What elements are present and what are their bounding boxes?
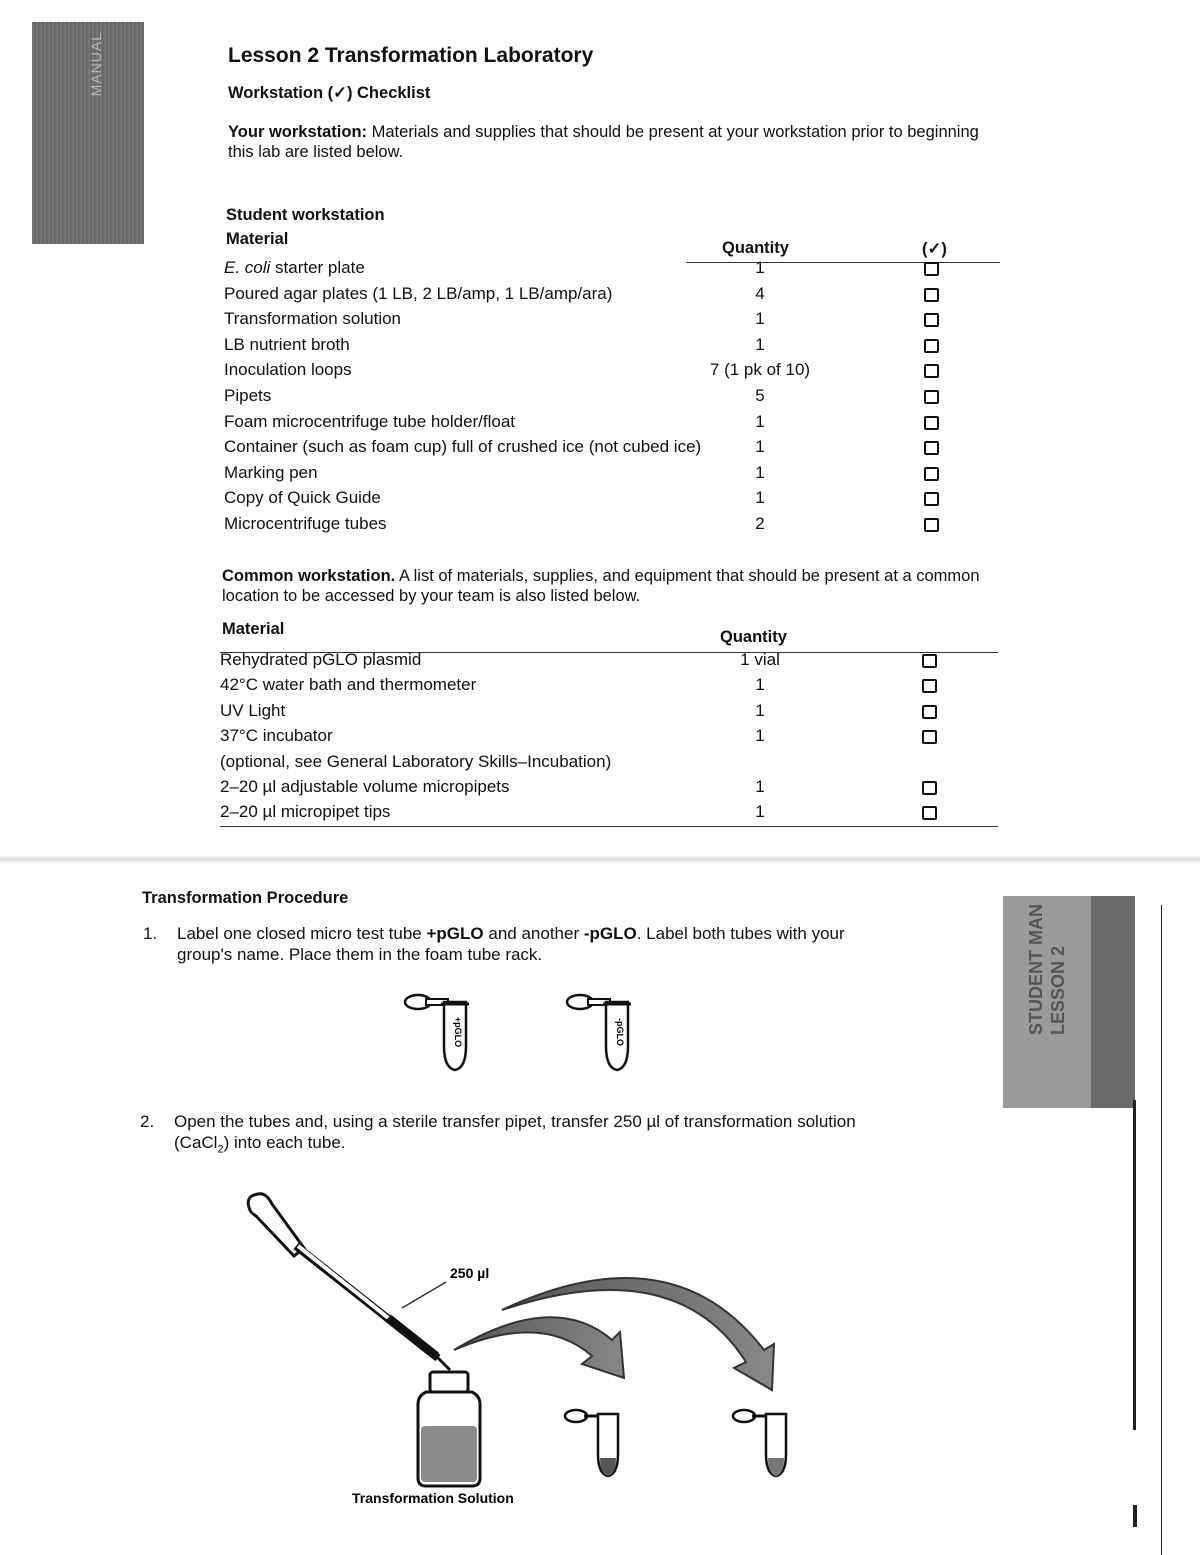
checklist-subtitle: Workstation (✓) Checklist — [228, 84, 431, 102]
workstation-intro-text: Materials and supplies that should be present at your workstation prior to beginning this lab are listed below. — [228, 123, 979, 161]
student-row — [224, 386, 1004, 411]
step-1-text — [177, 923, 897, 965]
pipet-transfer-illustration — [240, 1190, 810, 1510]
checkbox-icon[interactable] — [922, 806, 937, 820]
volume-leader-line — [402, 1282, 446, 1308]
student-row-quantity: 1 — [755, 462, 765, 482]
student-row-material — [224, 335, 350, 355]
side-tab-right-label — [1025, 904, 1069, 1035]
checkbox-icon[interactable] — [924, 416, 939, 430]
labeled-tubes-illustration — [400, 988, 650, 1074]
common-row-material: Rehydrated pGLO plasmid — [220, 650, 422, 669]
common-row — [220, 752, 1000, 777]
student-row-quantity: 4 — [755, 283, 765, 303]
transformation-solution-bottle — [418, 1372, 480, 1486]
common-row — [220, 701, 1000, 726]
student-row-material-text: Copy of Quick Guide — [224, 488, 381, 508]
student-col-check: (✓) — [922, 240, 947, 258]
student-col-quantity: Quantity — [722, 239, 789, 257]
checkbox-icon[interactable] — [924, 288, 939, 302]
common-materials-table — [220, 650, 1000, 830]
common-row-material: 42°C water bath and thermometer — [220, 675, 477, 695]
student-row — [224, 309, 1004, 334]
checkbox-icon[interactable] — [924, 364, 939, 378]
student-row-quantity: 1 — [755, 334, 765, 354]
student-row-material — [224, 463, 318, 483]
checkbox-icon[interactable] — [924, 467, 939, 481]
student-row — [224, 360, 1004, 385]
step-1-text-b: and another — [483, 924, 584, 943]
common-intro-lead: Common workstation. — [222, 567, 396, 585]
side-tab-top-label: MANUAL — [88, 32, 104, 97]
common-row-material: (optional, see General Laboratory Skills–Incubation) — [220, 751, 612, 771]
dest-tube-minus — [733, 1410, 786, 1476]
checkbox-icon[interactable] — [924, 313, 939, 327]
student-row-material — [224, 488, 381, 508]
common-intro-text: A list of materials, supplies, and equipment that should be present at a common location to be accessed by your team is also listed below. — [222, 567, 980, 605]
page-edge-line — [1161, 905, 1162, 1555]
checkbox-icon[interactable] — [924, 262, 939, 276]
student-row — [224, 488, 1004, 513]
student-row — [224, 514, 1004, 539]
student-row — [224, 437, 1004, 462]
common-row-quantity: 1 — [755, 802, 765, 822]
student-materials-table — [224, 258, 1004, 548]
student-row-material-text: Transformation solution — [224, 309, 402, 329]
side-tab-right — [1003, 896, 1135, 1108]
common-row-quantity: 1 — [755, 700, 765, 720]
side-tab-right-line1: STUDENT MAN — [1026, 904, 1046, 1035]
side-tab-right-line2: LESSON 2 — [1048, 945, 1068, 1035]
checkbox-icon[interactable] — [924, 492, 939, 506]
student-workstation-title: Student workstation — [226, 206, 385, 224]
workstation-intro-lead: Your workstation: — [228, 123, 368, 141]
step-2-number: 2. — [140, 1112, 155, 1131]
common-workstation-intro — [222, 566, 1002, 606]
checkbox-icon[interactable] — [922, 679, 937, 693]
checkbox-icon[interactable] — [924, 339, 939, 353]
checkbox-icon[interactable] — [922, 730, 937, 744]
step-2-text-a: Open the tubes and, using a sterile transfer pipet, transfer 250 µl of transformation solution (CaCl — [174, 1112, 856, 1152]
student-row-quantity: 1 — [755, 488, 765, 508]
checkbox-icon[interactable] — [922, 705, 937, 719]
student-row-quantity: 1 — [755, 411, 765, 431]
student-row-material-text: Microcentrifuge tubes — [224, 514, 387, 533]
student-row — [224, 284, 1004, 309]
student-row — [224, 412, 1004, 437]
checkbox-icon[interactable] — [924, 441, 939, 455]
checkbox-icon[interactable] — [922, 654, 937, 668]
common-row — [220, 650, 1000, 675]
student-row-material-text: Poured agar plates (1 LB, 2 LB/amp, 1 LB/amp/ara) — [224, 283, 613, 303]
student-row-material — [224, 514, 387, 534]
student-row-material-text: Container (such as foam cup) full of crushed ice (not cubed ice) — [224, 437, 702, 457]
binder-line-upper — [1133, 1100, 1136, 1430]
common-row-quantity: 1 — [755, 675, 765, 695]
student-row-quantity: 7 (1 pk of 10) — [709, 360, 811, 380]
student-row-material — [224, 412, 515, 432]
volume-label: 250 µl — [450, 1265, 490, 1281]
common-row — [220, 726, 1000, 751]
step-2-text — [174, 1111, 894, 1160]
student-row-material — [224, 284, 612, 304]
tube-minus-pglo — [567, 995, 631, 1070]
student-row-material — [224, 309, 401, 329]
student-row-material-text: Pipets — [224, 386, 272, 405]
step-1-number: 1. — [143, 924, 158, 943]
student-col-material: Material — [226, 230, 289, 248]
common-footer-rule — [220, 826, 998, 827]
checkbox-icon[interactable] — [924, 518, 939, 532]
student-row-material — [224, 360, 352, 380]
student-row — [224, 463, 1004, 488]
common-row-quantity: 1 — [755, 777, 765, 796]
binder-mark — [1133, 1505, 1137, 1527]
transfer-pipet — [248, 1194, 450, 1370]
step-1-minus-pglo: -pGLO — [583, 924, 637, 943]
dest-tube-plus — [565, 1410, 618, 1476]
student-row-material — [224, 258, 365, 278]
student-row-material-text: Marking pen — [224, 462, 318, 482]
procedure-title: Transformation Procedure — [142, 889, 349, 907]
student-row-material-text: Inoculation loops — [224, 360, 352, 380]
common-col-quantity: Quantity — [720, 628, 787, 646]
student-row-quantity: 2 — [755, 514, 765, 533]
common-row-material: 37°C incubator — [220, 726, 333, 746]
page-divider — [0, 855, 1200, 865]
step-1-plus-pglo: +pGLO — [426, 924, 484, 943]
step-2-subscript: 2 — [217, 1143, 224, 1156]
common-row — [220, 675, 1000, 700]
student-row-quantity: 1 — [755, 437, 765, 457]
student-row-material-text: LB nutrient broth — [224, 334, 350, 354]
common-row-material: 2–20 µl micropipet tips — [220, 802, 391, 822]
student-row-material — [224, 386, 271, 406]
student-row-material-text: Foam microcentrifuge tube holder/float — [224, 411, 516, 431]
tube-minus-label: -pGLO — [615, 1018, 625, 1046]
student-row-material-italic: E. coli — [224, 258, 271, 277]
step-1-text-a: Label one closed micro test tube — [177, 924, 427, 943]
student-row-material — [224, 437, 701, 457]
common-row-quantity: 1 vial — [740, 650, 780, 669]
tube-plus-pglo — [405, 995, 469, 1070]
student-row-material-text: starter plate — [270, 258, 365, 277]
page-title: Lesson 2 Transformation Laboratory — [228, 44, 594, 67]
common-row — [220, 777, 1000, 802]
transfer-arrow-1 — [454, 1317, 624, 1378]
step-2-text-b: ) into each tube. — [223, 1133, 346, 1152]
common-row-material: UV Light — [220, 700, 286, 720]
student-row-quantity: 1 — [755, 309, 765, 329]
checkbox-icon[interactable] — [922, 781, 937, 795]
common-row-quantity: 1 — [755, 726, 765, 746]
common-row-material: 2–20 µl adjustable volume micropipets — [220, 777, 510, 796]
tube-plus-label: +pGLO — [453, 1016, 463, 1048]
common-col-material: Material — [222, 620, 285, 638]
student-row — [224, 335, 1004, 360]
student-row-quantity: 1 — [755, 258, 765, 277]
workstation-intro — [228, 122, 998, 162]
student-row — [224, 258, 1004, 283]
student-row-quantity: 5 — [755, 386, 765, 405]
common-row — [220, 802, 1000, 827]
checkbox-icon[interactable] — [924, 390, 939, 404]
side-tab-right-inner — [1003, 896, 1091, 1108]
bottle-caption: Transformation Solution — [352, 1490, 514, 1506]
step-1-text-c: . Label both tubes with your group's name. Place them in the foam tube rack. — [177, 924, 845, 964]
side-tab-top — [32, 22, 144, 244]
